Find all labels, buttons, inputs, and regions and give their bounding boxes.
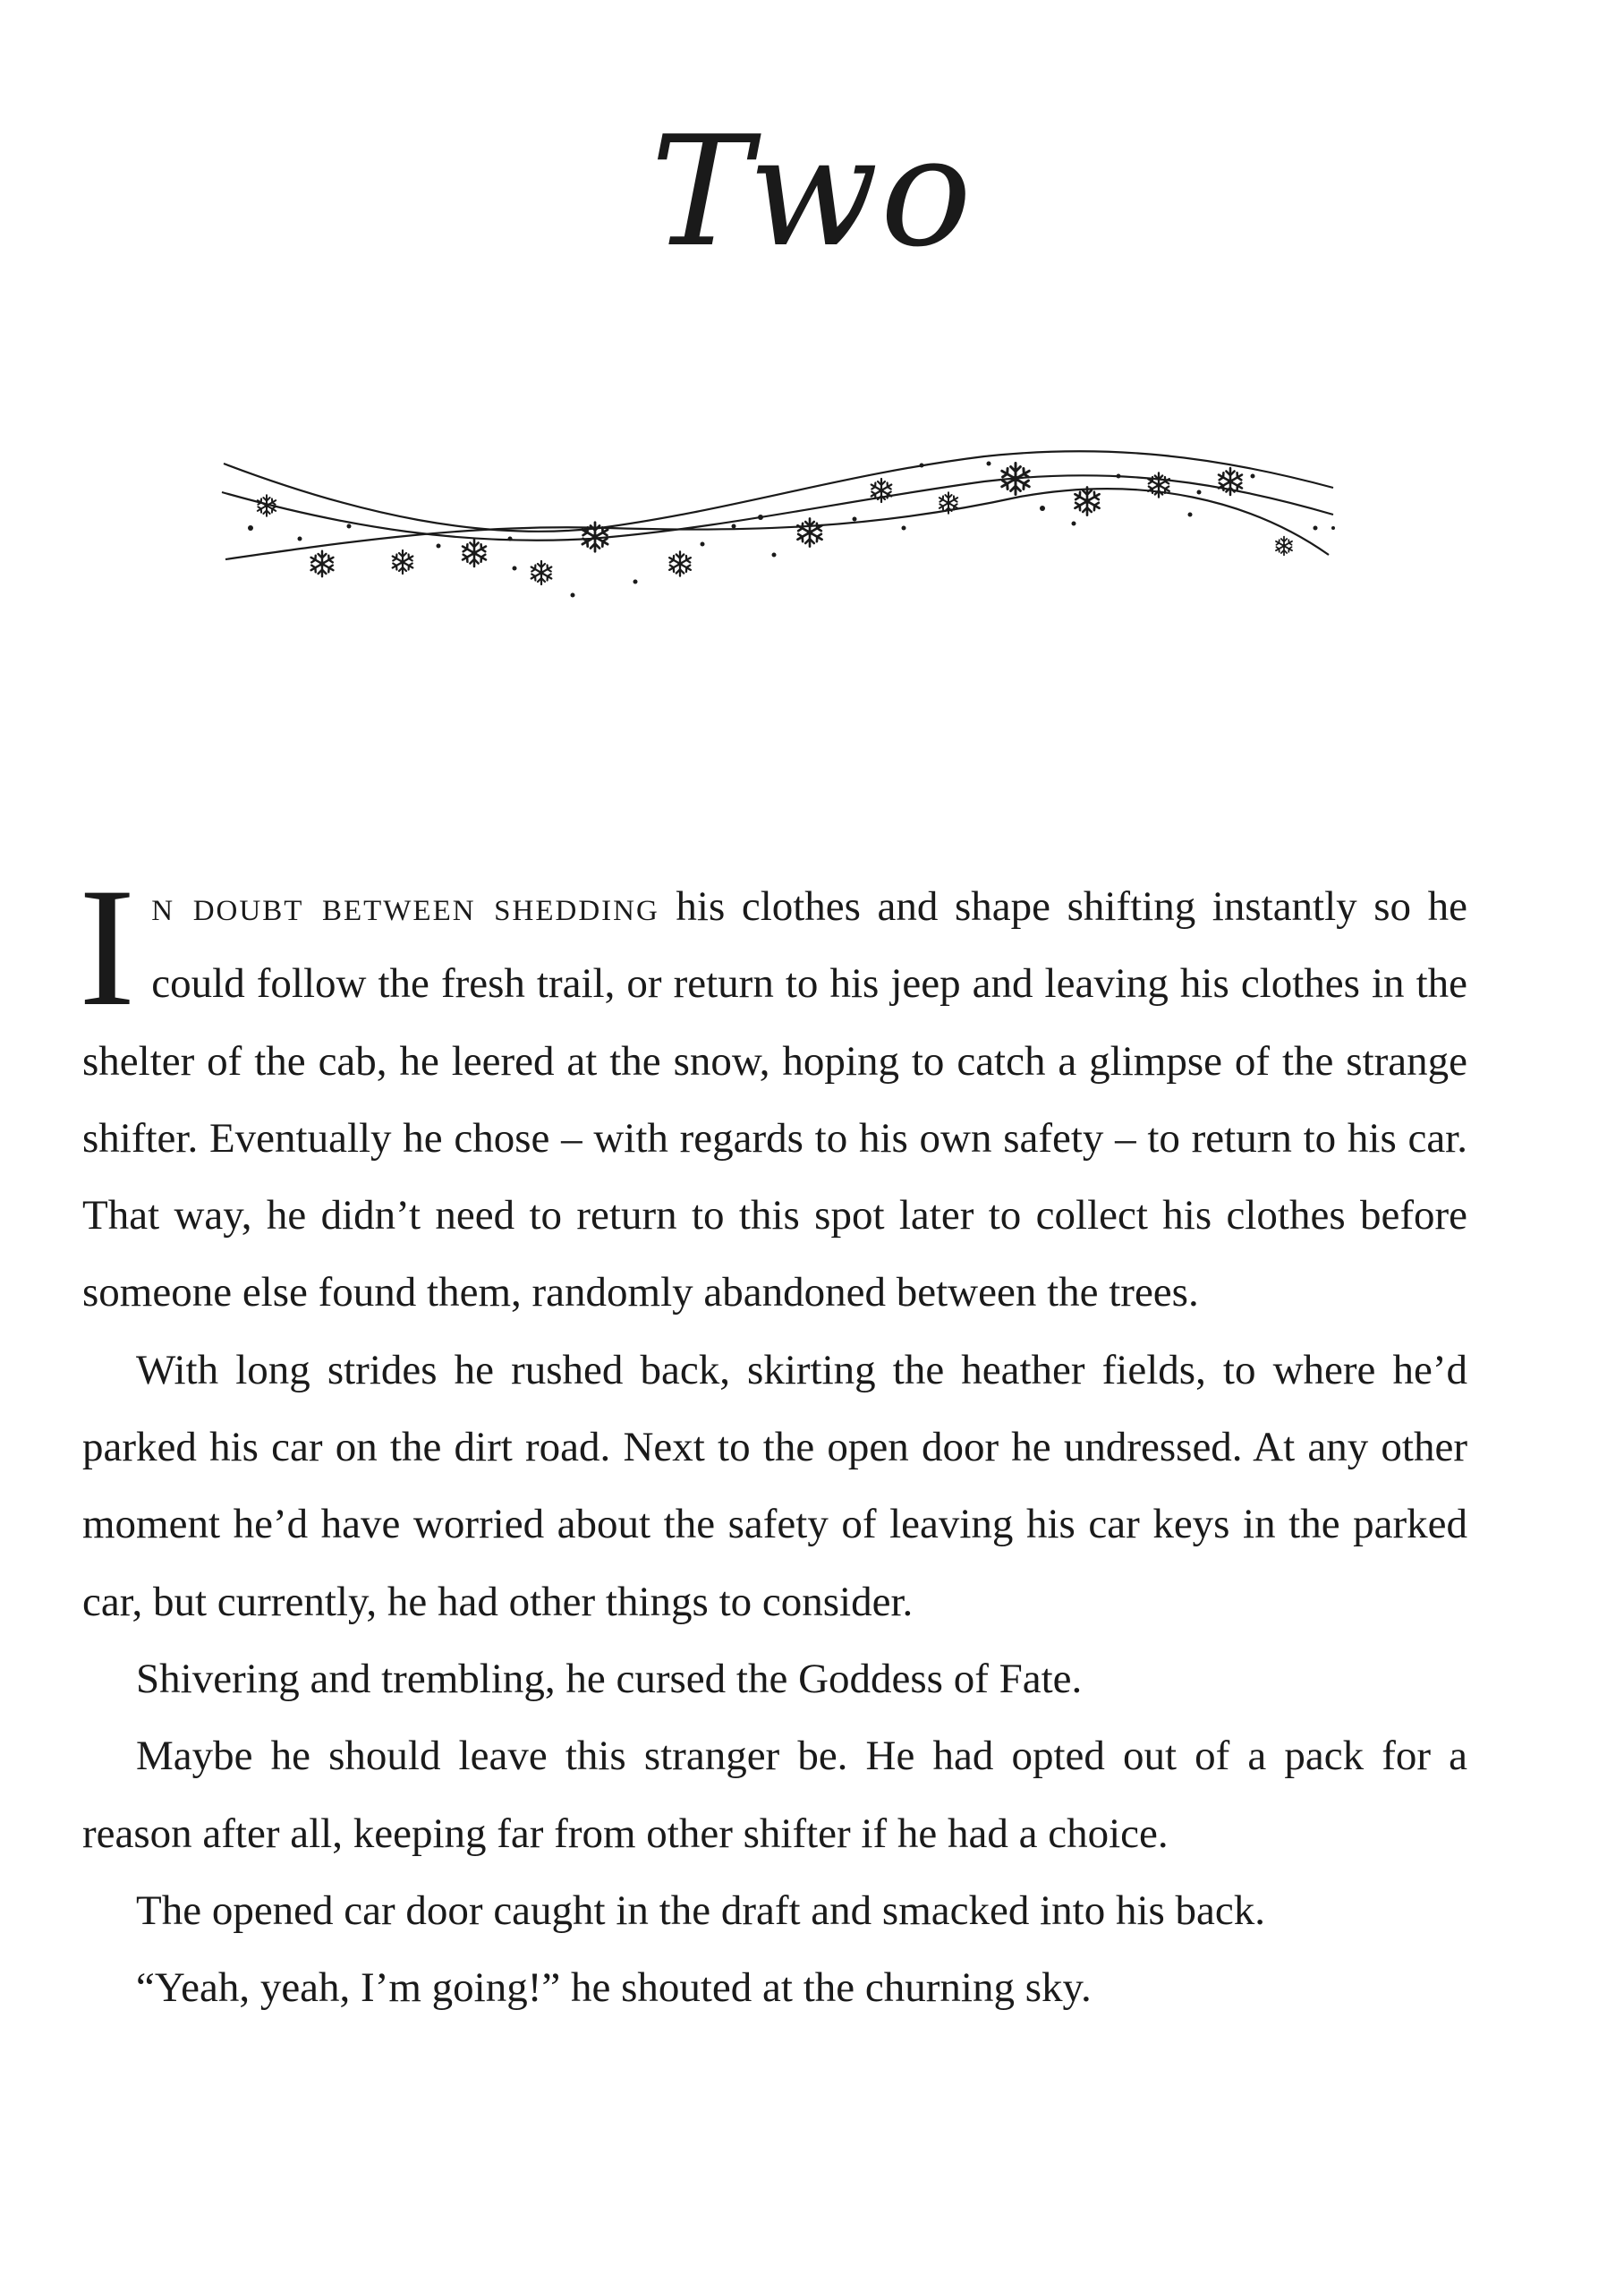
snowflake-garland-icon: [215, 439, 1342, 626]
paragraph: The opened car door caught in the draft and smacked into his back.: [136, 1886, 1266, 1934]
drop-cap: I: [79, 854, 136, 1042]
paragraph: “Yeah, yeah, I’m going!” he shouted at the churning sky.: [136, 1964, 1092, 2012]
paragraph-text: his clothes and shape shifting instantly so he could follow the fresh trail, or return to his jeep and leaving his clothes in the shelter of the cab, he leered at the snow, hoping to catch a glimpse of the strange shifter. Eventually he chose – with regards to his own safety – to return to his car. That way, he didn’t need to return to this spot later to collect his clothes before someone else found them, randomly abandoned between the trees.: [82, 883, 1467, 1316]
paragraph: Maybe he should leave this stranger be. He had opted out of a pack for a reason after all, keeping far from other shifter if he had a choice.: [82, 1733, 1467, 1857]
lead-in-smallcaps: n doubt between shedding: [151, 883, 659, 930]
paragraph: [79, 854, 1467, 1332]
paragraph: Shivering and trembling, he cursed the Goddess of Fate.: [136, 1655, 1083, 1702]
paragraph: With long strides he rushed back, skirting the heather fields, to where he’d parked his car on the dirt road. Next to the open door he undressed. At any other moment he’d have worried about the safety of leaving his car keys in the parked car, but currently, he had other things to consider.: [82, 1346, 1467, 1625]
chapter-body: [79, 854, 1467, 2026]
chapter-title: Two: [650, 104, 974, 281]
